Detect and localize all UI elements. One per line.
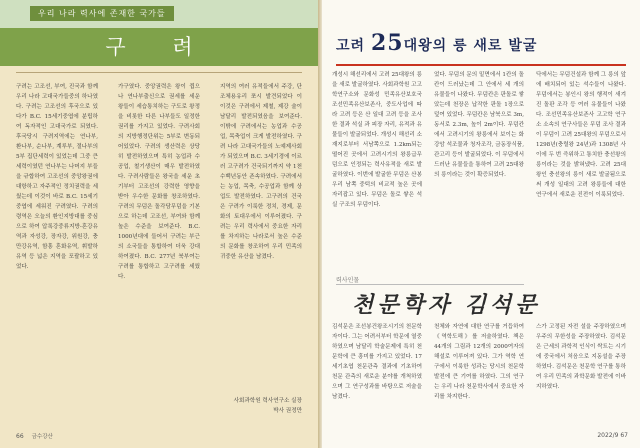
right-page [322,0,640,448]
article-column-2: 가구였다. 중앙권력은 왕이 쥡으나 연나부출신으로 권세를 세운 왕들이 세습통치하는 구도로 왕정을 비롯한 다른 나부들도 일정한 권리를 가지고 있었다. 구려사회의 지방행정단위는 5부로 변동되어있었다. 구려의 생산력은 상당히 발전하였으며 특히 농업과 수공업, 철기생산이 매우 발전하였다. 구려사람들은 왕국을 세운 초기부터 고조선의 강력한 영향을 받아 우수한 문화를 창조하였다. 구려의 무덤은 돌각담무덤을 기본으로 하는데 고조선, 부여와 함께 높은 수준을 보여준다. B.C. 1000년대에 들어서 구려는 부근의 소국들을 통합하여 더욱 강대하여졌다. B.C. 277년 북부여는 구려를 통합하고 고구려를 세웠다. [118,84,200,280]
title-divider [16,72,302,73]
section-label: 력사인물 [336,277,360,284]
news-column-2: 었다. 무덤의 문의 밑면에서 1칸의 돌칸이 드러났는데 그 안에서 세 개의 유물들이 나왔다. 무덤칸은 판돌로 쌓았는데 천장은 납작한 판돌 1장으로 덮여 있었다. 무덤칸은 남북으로 3m, 동서로 2.3m, 높이 2m이다. 무덤칸에서 고려시기의 왕릉에서 보이는 화강암 석조물과 청자조각, 금동장식품, 관고리 등이 발굴되었다. 이 무덤에서 드러난 유물들을 통하여 고려 25대왕의 릉이라는 것이 확증되었다. [434,72,524,178]
bio-column-3: 스가 고정된 자전 설을 주장하였으며 우주의 무한성을 주장하였다. 김석문은 근세의 과학적 인식이 싹트는 시기에 중국에서 처음으로 지동설을 주장하였다. 김석문은 천문학 연구를 통하여 우리 민족의 과학문화 발전에 이바지하였다. [536,324,626,390]
article-title: 구 려 [105,35,213,59]
left-page [0,0,318,448]
page-number: 66 [16,433,24,440]
article-column-3: 지역의 여러 유적들에서 주강, 단조체용유리 쪼시 발견되었다 이 이것은 구려에서 제철, 제강 술이 남달리 발전되였음을 보여준다. 이밖에 구려에서는 농업과 수공업, 목축업이 크게 발전하였다. 구려 나라 고대국가들의 노예제사회가 되었으며 B.C. 3세기경에 이르러 고구려가 건국되기까지 약 1천수백년동안 존속하였다. 구려에서는 농업, 목축, 수공업과 함께 상업도 발전하였다. 고구려의 건국은 구려가 이룩한 정치, 경제, 문화의 토대우에서 이루어졌다. 구려는 우리 력사에서 중요한 자리를 차지하는 나라로서 높은 수준의 문화를 창조하여 우리 민족의 귀중한 유산을 남겼다. [220,84,302,260]
author-affiliation: 사회과학원 력사연구소 실장 [233,398,302,404]
author-credit [220,396,302,416]
series-banner-label: 우리 나라 력사에 존재한 국가들 [30,6,174,21]
page-footer-right [597,432,628,439]
series-banner [0,0,318,28]
magazine-name: 금수강산 [31,434,53,440]
issue-date: 2022/9 [597,432,619,439]
headline-number: 25 [370,30,404,56]
bio-column-2: 천체와 자연에 대한 연구를 거듭하여 《역학도해》를 저술하였다. 책은 44개의 그림과 12개의 2000여자의 해설로 이루어져 있다. 그가 역학 연구에서 이룩한 성과는 당시의 천문학 발전에 큰 기여를 하였다. 그의 연구는 우리 나라 천문학사에서 중요한 자리를 차지한다. [434,324,524,400]
article-column-1: 구려는 고조선, 부여, 진국과 함께 우리 나라 고대국가들중의 하나였다. 구려는 고조선의 후국으로 있다가 B.C. 15세기중엽에 분립하여 독자적인 고대국가로 되였다. 후국당시 구려지역에는 연나부, 환나부, 순나부, 계루부, 절나부의 5부 집단세력이 있었는데 그중 큰 세력이였던 연나부는 나머지 부들을 규합하여 고조선의 중앙왕권에 대항하고 자주적인 정치권력을 세웠는데 이것이 바로 B.C. 15세기중엽에 세워진 구려였다. 구려의 령역은 오늘의 환인지방대를 중심으로 하여 압록강중류지방-혼강유역과 자성강, 장자강, 위원강, 충만강유역, 함흥 혼화유역, 휘발하유역 등 넓은 지역을 포괄하고 있었다. [16,84,98,270]
section-title: 천문학자 김석문 [352,292,541,318]
bio-column-1: 김석문은 조선봉건왕조시기의 천문학자이다. 그는 어려서부터 학문에 열중하였으며 남달리 학술문제에 특히 천문학에 큰 흥미를 가지고 있었다. 17세기초엽 천문관측 결과에 기초하여 천문 관측의 새로운 분야를 개척하였으며 그 연구성과를 바탕으로 저술을 남겼다. [332,324,422,400]
author-name: 박사 권정만 [273,408,302,414]
page-number: 67 [620,432,628,439]
headline-rule [336,64,626,66]
news-headline: 고려 25대왕의 릉 새로 발굴 [336,30,538,56]
page-footer-left [16,432,53,440]
news-column-3: 닥에서는 무덤건설과 함께 그 릉의 앞에 배치되어 있는 석수들이 나왔다. 무덤에서는 봉인시 왕의 행적이 새겨진 돌판 조각 등 여러 유물들이 나왔다. 조선민족유산보존사 고고학 연구소 소속의 연구사들은 무덤 조사 결과 이 무덤이 고려 25대왕의 무덤으로서 1298년(충렬왕 24년)과 1308년 사이에 두 번 즉위하고 통치한 충선왕의 릉이라는 것을 밝혀냈다. 고려 25대왕인 충선왕의 릉이 새로 발굴됨으로써 개성 일대의 고려 왕릉들에 대한 연구에서 새로운 진전이 이룩되었다. [536,72,626,198]
news-column-1: 개성시 해선리에서 고려 25대왕의 릉을 새로 발굴하였다. 사회과학원 고고학연구소와 문화성 민족유산보호국 조선민족유산보존사, 중도사업에 따라 고려 등은 산 일대 고려 등을 조사한 결과 석실 과 피장 자리, 유적과 유물들이 발굴되었다. 개성시 해선리 소재지로부터 서남쪽으로 1.2km되는 떨어진 곳에서 고려시기의 왕릉급무덤으로 인정되는 력사유적을 새로 발굴하였다. 이번에 발굴한 무덤은 산봉우리 남쪽 중턱의 비교적 높은 곳에 자리잡고 있다. 무덤은 돌로 쌓은 석실 구조의 무덤이다. [332,72,422,208]
section-divider [336,284,524,285]
